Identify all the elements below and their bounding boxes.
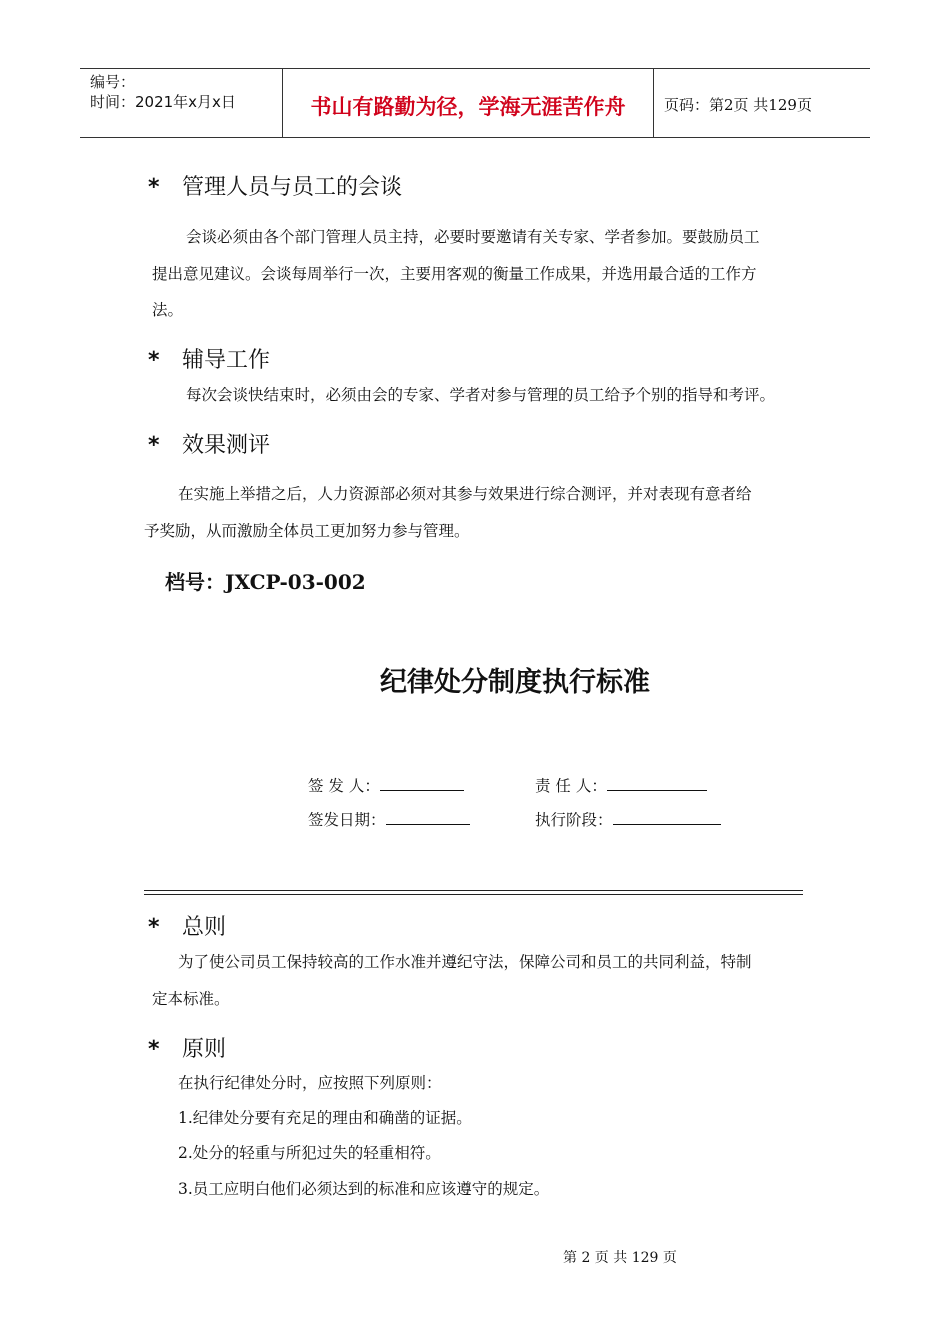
- list-item: 3.员工应明白他们必须达到的标准和应该遵守的规定。: [178, 1180, 550, 1198]
- stage-blank[interactable]: [613, 810, 721, 825]
- star-bullet: *: [148, 175, 160, 200]
- paragraph-line: 每次会谈快结束时，必须由会的专家、学者对参与管理的员工给予个别的指导和考评。: [186, 386, 776, 404]
- section-title: 辅导工作: [182, 348, 271, 373]
- section-title: 总则: [182, 915, 227, 940]
- issuer-label: 签 发 人：: [308, 777, 380, 795]
- section-heading: [148, 428, 270, 459]
- paragraph-line: 提出意见建议。会谈每周举行一次，主要用客观的衡量工作成果，并选用最合适的工作方: [152, 265, 757, 283]
- section-heading: [148, 343, 270, 374]
- paragraph-line: 为了使公司员工保持较高的工作水准并遵纪守法，保障公司和员工的共同利益，特制: [178, 953, 752, 971]
- stage-label: 执行阶段：: [535, 811, 613, 829]
- star-bullet: *: [148, 1037, 160, 1062]
- divider-line: [144, 890, 803, 891]
- date-blank[interactable]: [386, 810, 470, 825]
- list-item: 1.纪律处分要有充足的理由和确凿的证据。: [178, 1109, 472, 1127]
- section-title: 管理人员与员工的会谈: [182, 175, 403, 200]
- header-meta-cell: [80, 69, 283, 137]
- section-heading: [148, 910, 226, 941]
- paragraph-line: 法。: [152, 301, 184, 319]
- document-title: 纪律处分制度执行标准: [380, 667, 650, 698]
- file-number: 档号：JXCP-03-002: [165, 570, 366, 594]
- paragraph-line: 予奖励，从而激励全体员工更加努力参与管理。: [144, 522, 470, 540]
- issuer-field: [308, 774, 464, 796]
- time-label: 时间：2021年x月x日: [90, 93, 236, 111]
- responsible-field: [535, 774, 707, 796]
- date-label: 签发日期：: [308, 811, 386, 829]
- paragraph-line: 定本标准。: [152, 990, 230, 1008]
- section-heading: [148, 170, 402, 201]
- number-label: 编号：: [90, 73, 136, 91]
- list-item: 2.处分的轻重与所犯过失的轻重相符。: [178, 1144, 441, 1162]
- issuer-blank[interactable]: [380, 776, 464, 791]
- paragraph-line: 会谈必须由各个部门管理人员主持，必要时要邀请有关专家、学者参加。要鼓励员工: [186, 228, 760, 246]
- star-bullet: *: [148, 915, 160, 940]
- header-page-cell: [654, 69, 870, 137]
- paragraph-line: 在实施上举措之后，人力资源部必须对其参与效果进行综合测评，并对表现有意者给: [178, 485, 752, 503]
- date-field: [308, 808, 470, 830]
- responsible-label: 责 任 人：: [535, 777, 607, 795]
- responsible-blank[interactable]: [607, 776, 707, 791]
- page-label: 页码：第2页 共129页: [664, 96, 812, 114]
- section-title: 原则: [182, 1037, 227, 1062]
- stage-field: [535, 808, 721, 830]
- section-heading: [148, 1032, 226, 1063]
- section-title: 效果测评: [182, 433, 271, 458]
- page-header: [80, 68, 870, 138]
- paragraph-line: 在执行纪律处分时，应按照下列原则：: [178, 1074, 442, 1092]
- star-bullet: *: [148, 433, 160, 458]
- star-bullet: *: [148, 348, 160, 373]
- footer-page-number: 第 2 页 共 129 页: [563, 1250, 677, 1266]
- divider-line: [144, 894, 803, 895]
- motto: 书山有路勤为径，学海无涯苦作舟: [310, 95, 626, 119]
- header-motto-cell: [283, 69, 654, 137]
